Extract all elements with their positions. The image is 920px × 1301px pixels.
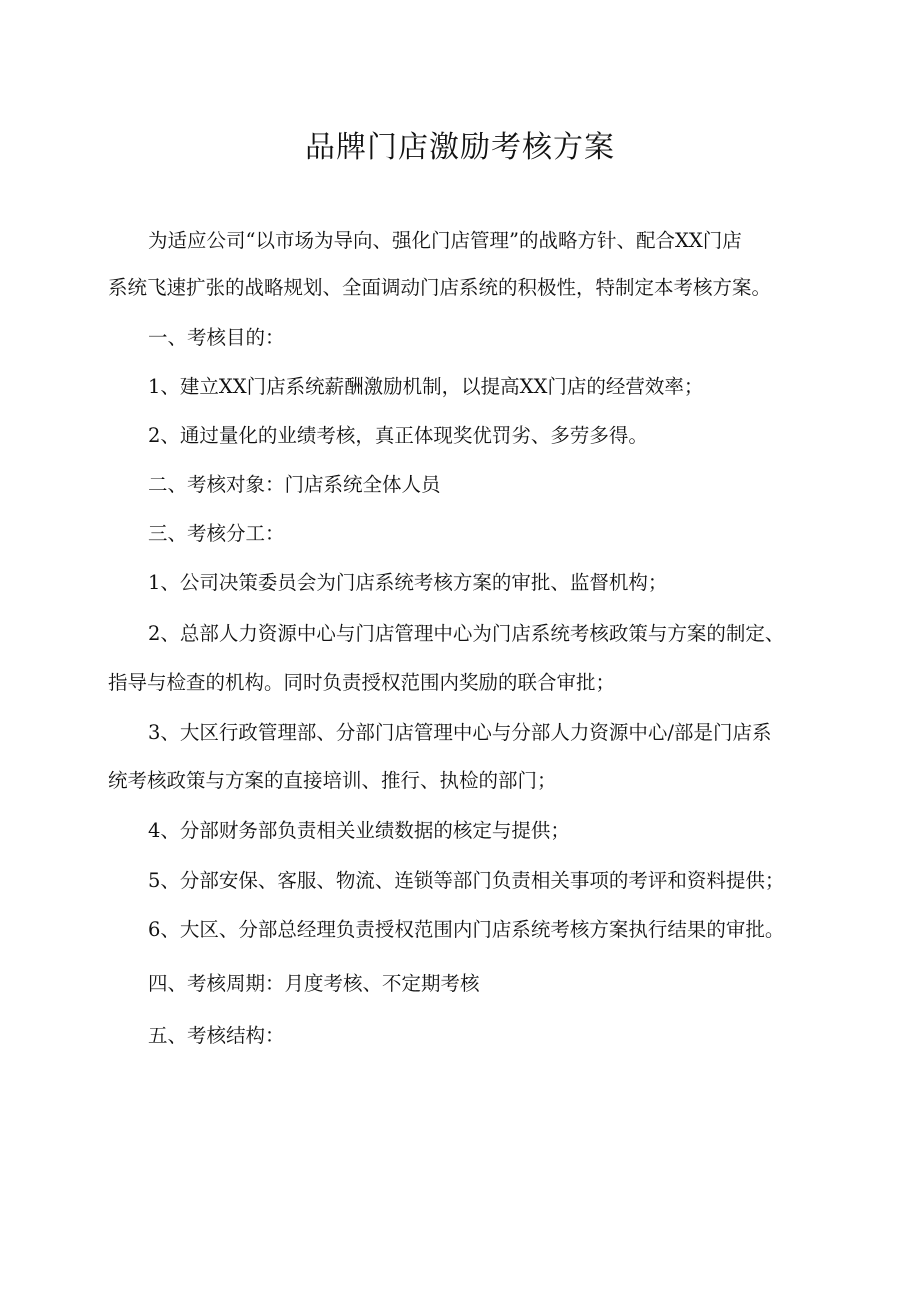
division-item-3-line-1: 3、大区行政管理部、分部门店管理中心与分部人力资源中心/部是门店系: [148, 721, 772, 744]
division-item-6: 6、大区、分部总经理负责授权范围内门店系统考核方案执行结果的审批。: [148, 918, 785, 941]
section-heading-purpose: 一、考核目的：: [148, 326, 285, 349]
section-heading-cycle: 四、考核周期：月度考核、不定期考核: [148, 972, 480, 995]
purpose-item-2: 2、通过量化的业绩考核，真正体现奖优罚劣、多劳多得。: [148, 424, 648, 447]
document-title: 品牌门店激励考核方案: [305, 130, 615, 165]
intro-paragraph-line-2: 系统飞速扩张的战略规划、全面调动门店系统的积极性，特制定本考核方案。: [108, 276, 772, 299]
division-item-2-line-1: 2、总部人力资源中心与门店管理中心为门店系统考核政策与方案的制定、: [148, 622, 785, 645]
division-item-3-line-2: 统考核政策与方案的直接培训、推行、执检的部门；: [108, 769, 557, 792]
division-item-4: 4、分部财务部负责相关业绩数据的核定与提供；: [148, 819, 570, 842]
division-item-1: 1、公司决策委员会为门店系统考核方案的审批、监督机构；: [148, 571, 668, 594]
section-heading-target: 二、考核对象：门店系统全体人员: [148, 473, 441, 496]
division-item-5: 5、分部安保、客服、物流、连锁等部门负责相关事项的考评和资料提供；: [148, 869, 785, 892]
purpose-item-1: 1、建立XX门店系统薪酬激励机制，以提高XX门店的经营效率；: [148, 375, 704, 398]
division-item-2-line-2: 指导与检查的机构。同时负责授权范围内奖励的联合审批；: [108, 671, 616, 694]
section-heading-division: 三、考核分工：: [148, 522, 285, 545]
section-heading-structure: 五、考核结构：: [148, 1024, 285, 1047]
intro-paragraph-line-1: 为适应公司“以市场为导向、强化门店管理”的战略方针、配合XX门店: [148, 229, 742, 252]
